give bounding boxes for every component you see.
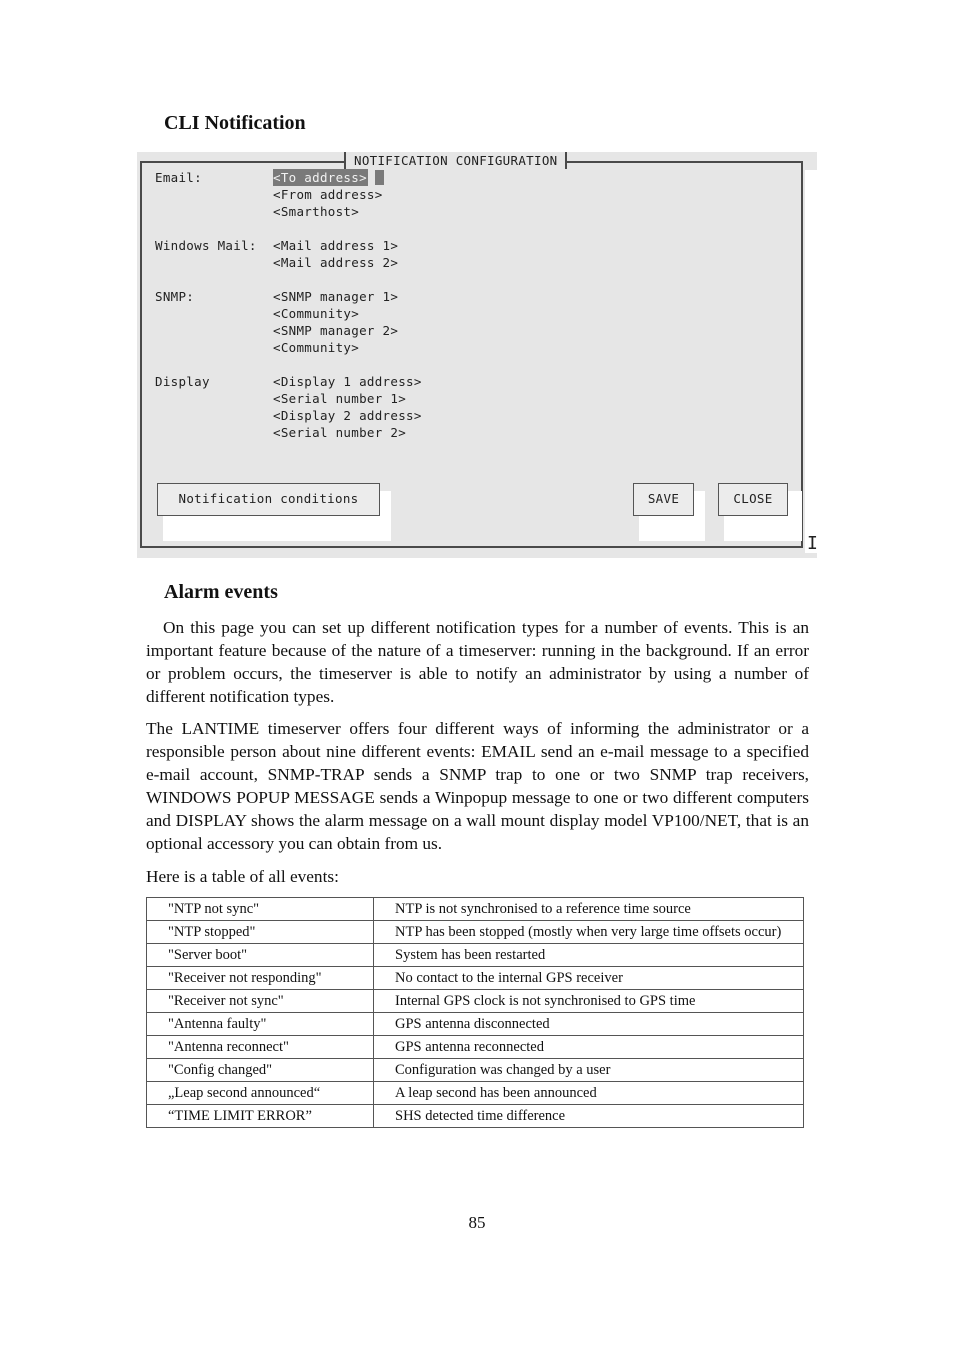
email-label: Email:: [155, 170, 202, 185]
paragraph-table-intro: Here is a table of all events:: [146, 867, 339, 886]
snmp-label: SNMP:: [155, 289, 195, 304]
serial-number-2-field[interactable]: <Serial number 2>: [273, 425, 407, 440]
event-name: "Config changed": [147, 1059, 374, 1082]
close-button[interactable]: CLOSE: [718, 483, 788, 516]
snmp-manager-2-field[interactable]: <SNMP manager 2>: [273, 323, 399, 338]
event-name: "Server boot": [147, 944, 374, 967]
table-row: [147, 1082, 804, 1105]
table-row: [147, 1059, 804, 1082]
event-name: "Receiver not sync": [147, 990, 374, 1013]
event-name: "NTP stopped": [147, 921, 374, 944]
event-name: „Leap second announced“: [147, 1082, 374, 1105]
text-cursor: [375, 170, 384, 185]
mail-address-2-field[interactable]: <Mail address 2>: [273, 255, 399, 270]
table-row: [147, 1013, 804, 1036]
paragraph-notification-ways: The LANTIME timeserver offers four different ways of informing the administrator or a responsible person about nine different events: EMAIL send an e-mail message to a specified e-mail account, SNMP-TRAP sends a SNMP trap to one or two SNMP trap receivers, WINDOWS POPUP MESSAGE sends a Winpopup message to one or two different computers and DISPLAY shows the alarm message on a wall mount display model VP100/NET, that is an optional accessory you can obtain from us.: [146, 719, 809, 853]
section-heading-cli-notification: CLI Notification: [164, 112, 306, 134]
event-description: NTP has been stopped (mostly when very large time offsets occur): [374, 921, 804, 944]
community-2-field[interactable]: <Community>: [273, 340, 360, 355]
snmp-manager-1-field[interactable]: <SNMP manager 1>: [273, 289, 399, 304]
table-row: [147, 1036, 804, 1059]
event-name: "Antenna reconnect": [147, 1036, 374, 1059]
cli-notification-window: [137, 152, 817, 558]
event-name: "Receiver not responding": [147, 967, 374, 990]
paragraph-intro: On this page you can set up different notification types for a number of events. This is an important feature because of the nature of a timeserver: running in the background. If an error or problem occurs, the timeserver is able to notify an administrator by using a number of different notification types.: [146, 618, 809, 706]
from-address-field[interactable]: <From address>: [273, 187, 383, 202]
table-row: [147, 990, 804, 1013]
event-name: "Antenna faulty": [147, 1013, 374, 1036]
page-number: 85: [468, 1213, 486, 1232]
event-description: A leap second has been announced: [374, 1082, 804, 1105]
mail-address-1-field[interactable]: <Mail address 1>: [273, 238, 399, 253]
table-row: [147, 944, 804, 967]
event-description: System has been restarted: [374, 944, 804, 967]
table-row: [147, 898, 804, 921]
smarthost-field[interactable]: <Smarthost>: [273, 204, 360, 219]
display-label: Display: [155, 374, 210, 389]
section-heading-alarm-events: Alarm events: [164, 581, 278, 603]
scroll-gutter: [805, 170, 817, 553]
event-description: NTP is not synchronised to a reference time source: [374, 898, 804, 921]
event-description: SHS detected time difference: [374, 1105, 804, 1128]
serial-number-1-field[interactable]: <Serial number 1>: [273, 391, 407, 406]
event-description: Configuration was changed by a user: [374, 1059, 804, 1082]
table-row: [147, 1105, 804, 1128]
save-button[interactable]: SAVE: [633, 483, 694, 516]
community-1-field[interactable]: <Community>: [273, 306, 360, 321]
notification-conditions-button[interactable]: Notification conditions: [157, 483, 380, 516]
event-name: “TIME LIMIT ERROR”: [147, 1105, 374, 1128]
display-1-address-field[interactable]: <Display 1 address>: [273, 374, 422, 389]
event-description: GPS antenna disconnected: [374, 1013, 804, 1036]
event-name: "NTP not sync": [147, 898, 374, 921]
display-2-address-field[interactable]: <Display 2 address>: [273, 408, 422, 423]
to-address-field[interactable]: <To address>: [273, 170, 367, 185]
text-cursor-ibeam-icon: I: [807, 533, 819, 554]
table-row: [147, 967, 804, 990]
event-description: Internal GPS clock is not synchronised to GPS time: [374, 990, 804, 1013]
table-row: [147, 921, 804, 944]
event-description: No contact to the internal GPS receiver: [374, 967, 804, 990]
event-description: GPS antenna reconnected: [374, 1036, 804, 1059]
window-title: NOTIFICATION CONFIGURATION: [344, 152, 567, 169]
windows-mail-label: Windows Mail:: [155, 238, 257, 253]
events-table: [146, 897, 804, 1128]
